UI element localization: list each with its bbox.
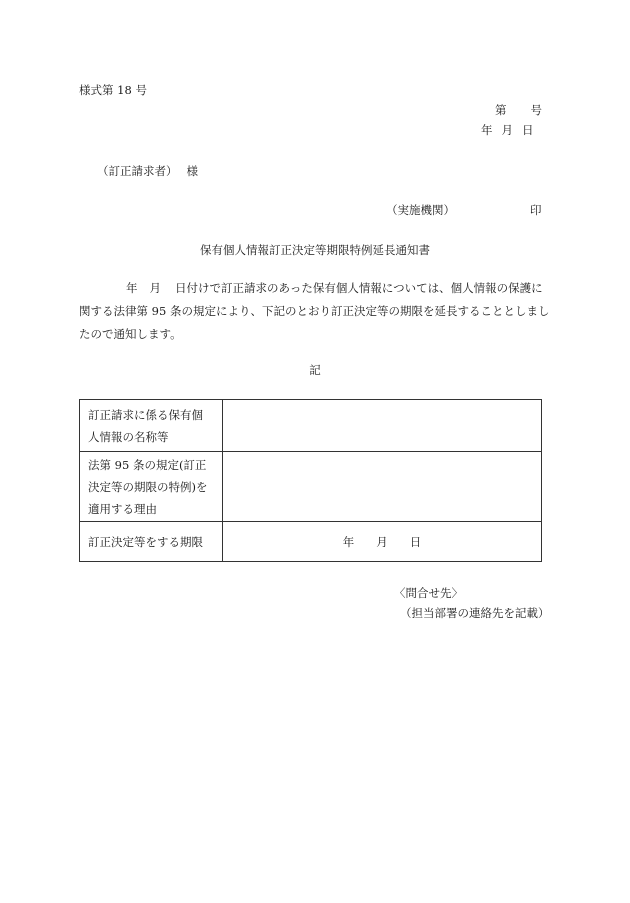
deadline-day: 日	[409, 534, 422, 549]
table-row	[80, 452, 542, 522]
body-line-3: たので通知します。	[79, 327, 182, 341]
label-line: 訂正請求に係る保有個	[88, 407, 203, 422]
body-line-2: 関する法律第 95 条の規定により、下記のとおり訂正決定等の期限を延長することとしまし	[79, 304, 550, 318]
recipient-label: （訂正請求者）	[97, 164, 178, 178]
table-value-cell	[223, 400, 542, 452]
ki-heading: 記	[309, 363, 321, 377]
recipient-honorific: 様	[186, 164, 198, 178]
document-number	[495, 102, 542, 118]
date-year: 年	[481, 123, 493, 137]
body-line-1-text: 日付けで訂正請求のあった保有個人情報については、個人情報の保護に	[175, 281, 543, 295]
deadline-year: 年	[342, 534, 355, 549]
body-paragraph	[79, 277, 552, 346]
issuer-line	[386, 202, 542, 218]
label-line: 人情報の名称等	[88, 429, 169, 444]
issuer-label: （実施機関）	[386, 203, 455, 217]
table-row	[80, 522, 542, 562]
body-line-1	[79, 277, 552, 300]
table-label-cell	[80, 452, 223, 522]
recipient-line	[97, 163, 198, 179]
form-number: 様式第 18 号	[79, 83, 147, 97]
table-row	[80, 400, 542, 452]
issuer-seal: 印	[530, 203, 542, 217]
label-line: 法第 95 条の規定(訂正	[88, 457, 207, 472]
label-line: 決定等の期限の特例)を	[88, 479, 208, 494]
document-number-suffix: 号	[530, 103, 542, 117]
document-number-prefix: 第	[495, 103, 507, 117]
date-month: 月	[501, 123, 513, 137]
document-title: 保有個人情報訂正決定等期限特例延長通知書	[200, 243, 430, 257]
table-label-cell: 訂正決定等をする期限	[80, 522, 223, 562]
contact-note: （担当部署の連絡先を記載）	[400, 606, 550, 620]
body-year: 年	[126, 281, 138, 295]
detail-table	[79, 399, 542, 562]
table-value-cell	[223, 452, 542, 522]
date-day: 日	[522, 123, 534, 137]
contact-title: 〈問合せ先〉	[394, 586, 463, 600]
body-month: 月	[149, 281, 161, 295]
deadline-month: 月	[376, 534, 388, 549]
label-line: 適用する理由	[88, 501, 157, 516]
document-date	[481, 122, 534, 138]
deadline-date-cell	[223, 522, 542, 562]
table-label-cell	[80, 400, 223, 452]
